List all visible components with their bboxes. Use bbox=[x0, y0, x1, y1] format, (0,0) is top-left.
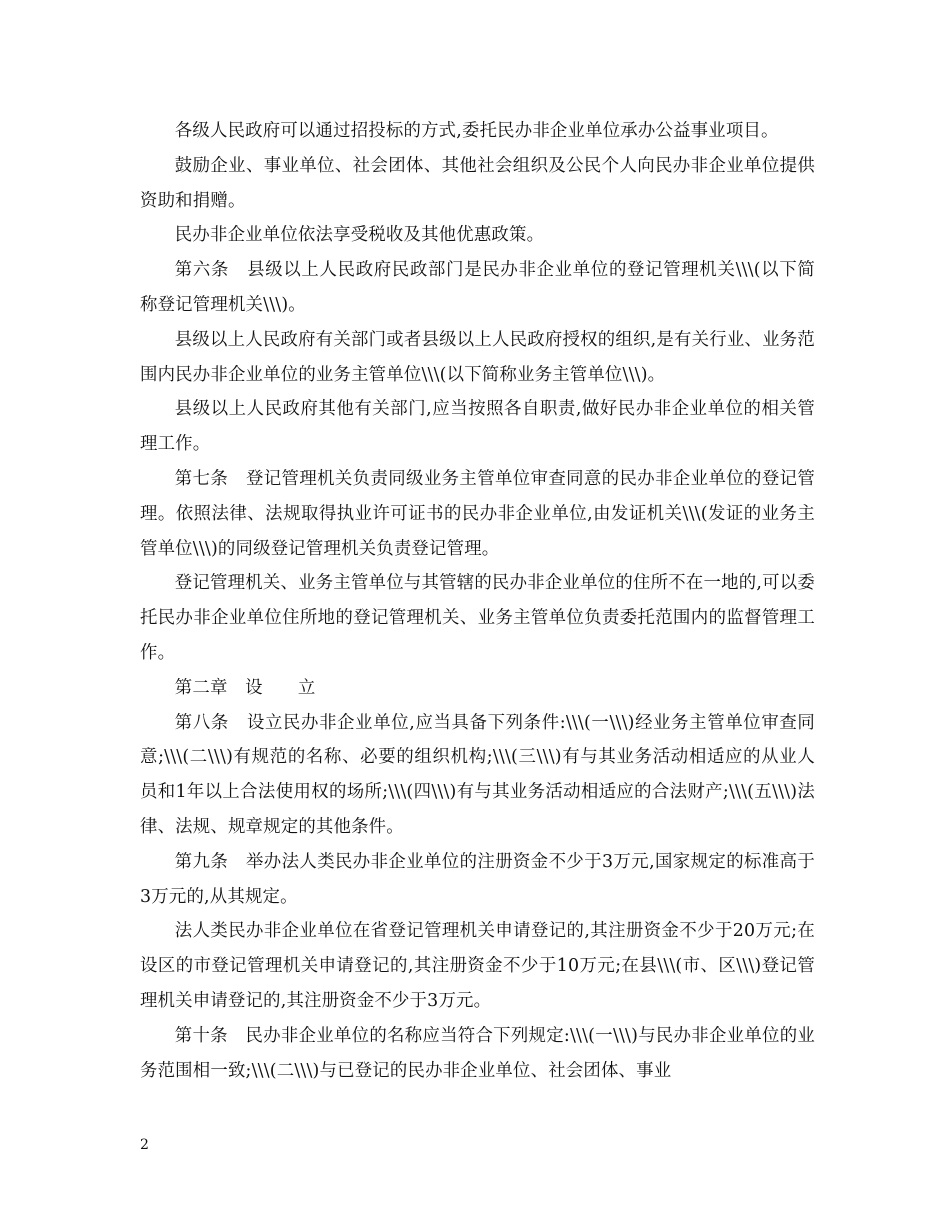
article-10-paragraph: 第十条 民办非企业单位的名称应当符合下列规定:\\\(一\\\)与民办非企业单位的业务范围相一致;\\\(二\\\)与已登记的民办非企业单位、社会团体、事业 bbox=[140, 1025, 815, 1081]
paragraph: 民办非企业单位依法享受税收及其他优惠政策。 bbox=[174, 225, 545, 246]
article-9-paragraph: 第九条 举办法人类民办非企业单位的注册资金不少于3万元,国家规定的标准高于3万元的,从其规定。 bbox=[140, 851, 815, 907]
chapter-heading: 第二章 设 立 bbox=[174, 677, 316, 698]
paragraph: 法人类民办非企业单位在省登记管理机关申请登记的,其注册资金不少于20万元;在设区的市登记管理机关申请登记的,其注册资金不少于10万元;在县\\\(市、区\\\)登记管理机关申请登记的,其注册资金不少于3万元。 bbox=[140, 921, 815, 1011]
article-7-paragraph: 第七条 登记管理机关负责同级业务主管单位审查同意的民办非企业单位的登记管理。依照法律、法规取得执业许可证书的民办非企业单位,由发证机关\\\(发证的业务主管单位\\\)的同级登记管理机关负责登记管理。 bbox=[140, 468, 815, 559]
paragraph: 登记管理机关、业务主管单位与其管辖的民办非企业单位的住所不在一地的,可以委托民办非企业单位住所地的登记管理机关、业务主管单位负责委托范围内的监督管理工作。 bbox=[140, 573, 815, 663]
article-6-paragraph: 第六条 县级以上人民政府民政部门是民办非企业单位的登记管理机关\\\(以下简称登记管理机关\\\)。 bbox=[140, 260, 815, 315]
page-number: 2 bbox=[140, 1137, 149, 1153]
document-body bbox=[140, 114, 815, 1088]
paragraph: 县级以上人民政府其他有关部门,应当按照各自职责,做好民办非企业单位的相关管理工作。 bbox=[140, 399, 815, 455]
paragraph: 鼓励企业、事业单位、社会团体、其他社会组织及公民个人向民办非企业单位提供资助和捐赠。 bbox=[140, 155, 815, 211]
paragraph: 各级人民政府可以通过招投标的方式,委托民办非企业单位承办公益事业项目。 bbox=[174, 121, 779, 141]
paragraph: 县级以上人民政府有关部门或者县级以上人民政府授权的组织,是有关行业、业务范围内民办非企业单位的业务主管单位\\\(以下简称业务主管单位\\\)。 bbox=[140, 329, 815, 385]
article-8-paragraph: 第八条 设立民办非企业单位,应当具备下列条件:\\\(一\\\)经业务主管单位审查同意;\\\(二\\\)有规范的名称、必要的组织机构;\\\(三\\\)有与其业务活动相适应的从业人员和1年以上合法使用权的场所;\\\(四\\\)有与其业务活动相适应的合法财产;\\\(五\\\)法律、法规、规章规定的其他条件。 bbox=[140, 712, 815, 837]
